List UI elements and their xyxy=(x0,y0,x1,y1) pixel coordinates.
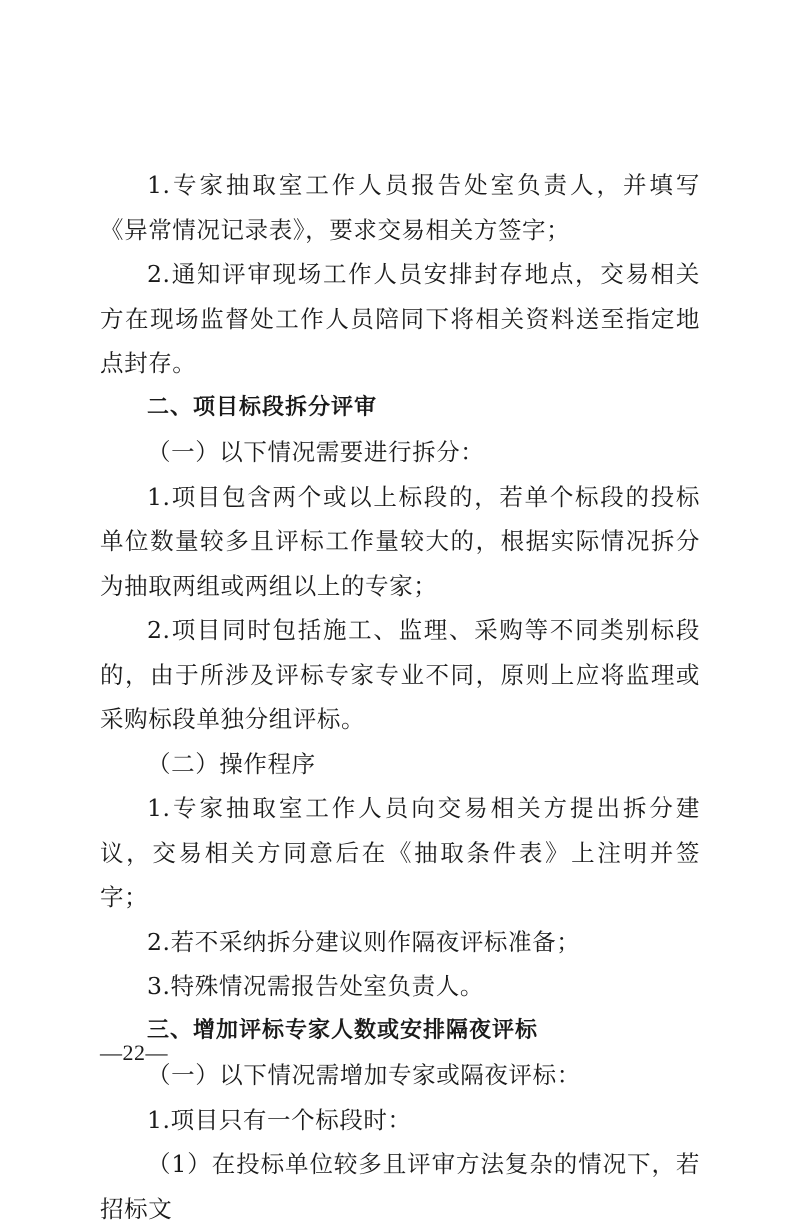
paragraph: 1.专家抽取室工作人员报告处室负责人，并填写《异常情况记录表》，要求交易相关方签字； xyxy=(100,171,700,244)
section-heading: 二、项目标段拆分评审 xyxy=(147,394,378,420)
subsection-heading: （一）以下情况需要进行拆分： xyxy=(147,438,485,466)
page-number: —22— xyxy=(100,1040,168,1065)
paragraph: 1.专家抽取室工作人员向交易相关方提出拆分建议，交易相关方同意后在《抽取条件表》上注明并签字； xyxy=(100,794,700,911)
paragraph: 2.通知评审现场工作人员安排封存地点，交易相关方在现场监督处工作人员陪同下将相关资料送至指定地点封存。 xyxy=(100,260,700,377)
paragraph: （1）在投标单位较多且评审方法复杂的情况下，若招标文 xyxy=(100,1150,700,1223)
section-heading: 三、增加评标专家人数或安排隔夜评标 xyxy=(147,1017,539,1043)
subsection-heading: （一）以下情况需增加专家或隔夜评标： xyxy=(147,1061,581,1089)
document-body xyxy=(100,163,700,1231)
paragraph: 2.项目同时包括施工、监理、采购等不同类别标段的，由于所涉及评标专家专业不同，原则上应将监理或采购标段单独分组评标。 xyxy=(100,616,700,733)
paragraph: 2.若不采纳拆分建议则作隔夜评标准备； xyxy=(147,927,581,956)
paragraph: 1.项目包含两个或以上标段的，若单个标段的投标单位数量较多且评标工作量较大的，根据实际情况拆分为抽取两组或两组以上的专家； xyxy=(100,482,700,600)
paragraph: 1.项目只有一个标段时： xyxy=(147,1105,412,1134)
paragraph: 3.特殊情况需报告处室负责人。 xyxy=(147,972,484,1000)
subsection-heading: （二）操作程序 xyxy=(147,749,316,778)
